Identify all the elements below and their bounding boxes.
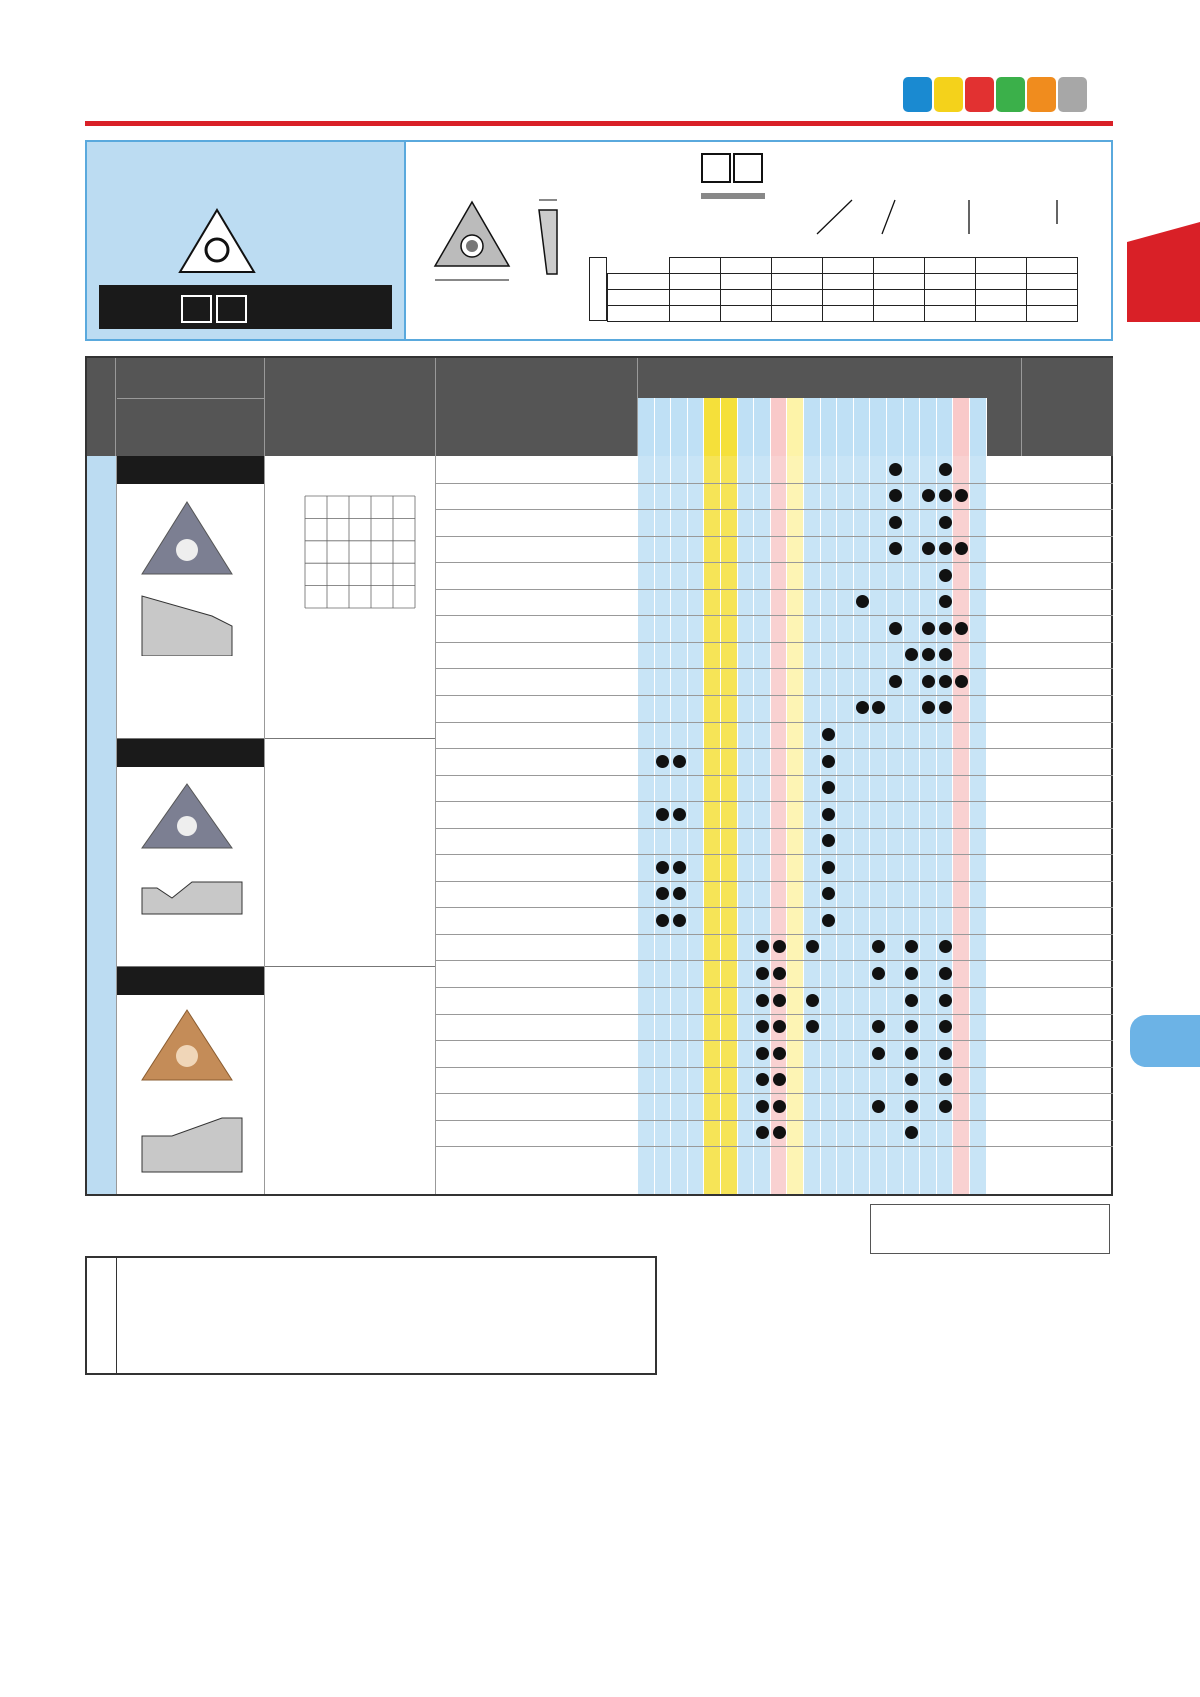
grade-col: [887, 456, 904, 1194]
model-name: [437, 535, 637, 563]
material-h-badge: [1058, 77, 1087, 112]
stock-legend: [870, 1204, 1110, 1254]
stock-dot: [889, 463, 902, 476]
model-name: [437, 1039, 637, 1067]
dim-col-head: [874, 258, 925, 274]
grade-col: [870, 456, 887, 1194]
model-name: [437, 827, 637, 855]
dim-cell: [1027, 290, 1078, 306]
stock-dot: [939, 1020, 952, 1033]
model-name: [437, 721, 637, 749]
model-name: [437, 986, 637, 1014]
dim-col-head: [976, 258, 1027, 274]
model-name: [437, 561, 637, 589]
insert-image-psf: [132, 778, 272, 918]
model-name: [437, 667, 637, 695]
stock-dot: [773, 1073, 786, 1086]
fap-chart-01: [265, 476, 435, 636]
mount-label: [87, 1258, 117, 1373]
stock-dot: [889, 622, 902, 635]
grade-col: [721, 456, 738, 1194]
dim-col-head: [925, 258, 976, 274]
grade-col: [704, 456, 721, 1194]
shape-code: [99, 285, 392, 329]
model-name: [437, 455, 637, 483]
grade-col: [638, 456, 655, 1194]
stock-dot: [856, 701, 869, 714]
fap-chart-psf: [265, 750, 435, 910]
stock-dot: [756, 967, 769, 980]
grade-head-ah725: [821, 398, 838, 456]
stock-dot: [756, 1047, 769, 1060]
model-name: [437, 482, 637, 510]
grade-head-ns520: [920, 398, 937, 456]
stock-dot: [905, 994, 918, 1007]
stock-dot: [939, 648, 952, 661]
stock-dot: [955, 622, 968, 635]
stock-dot: [889, 542, 902, 555]
model-name: [437, 1013, 637, 1041]
dim-cell: [874, 306, 925, 322]
grade-col: [970, 456, 987, 1194]
stock-dot: [939, 1073, 952, 1086]
dim-cell: [925, 290, 976, 306]
grade-head-t6130: [721, 398, 738, 456]
stock-dot: [889, 489, 902, 502]
model-name: [437, 853, 637, 881]
stock-dot: [939, 569, 952, 582]
dim-cell: [874, 274, 925, 290]
stock-dot: [939, 489, 952, 502]
stock-dot: [889, 675, 902, 688]
model-name: [437, 1066, 637, 1094]
grade-col: [738, 456, 755, 1194]
dim-cell: [976, 306, 1027, 322]
stock-dot: [656, 808, 669, 821]
model-name: [437, 614, 637, 642]
stock-dot: [939, 622, 952, 635]
model-name: [437, 774, 637, 802]
model-name: [437, 588, 637, 616]
insert-diagram: [417, 170, 587, 300]
dim-row-key: [608, 290, 670, 306]
grade-col: [920, 456, 937, 1194]
stock-dot: [872, 1100, 885, 1113]
model-name: [437, 1092, 637, 1120]
grade-head-gh110: [771, 398, 788, 456]
stock-dot: [939, 940, 952, 953]
material-m-badge: [934, 77, 963, 112]
grade-head-ns730: [904, 398, 921, 456]
grade-table: [85, 356, 1113, 1196]
grade-head-t9135: [688, 398, 705, 456]
stock-dot: [806, 994, 819, 1007]
dim-col-head: [823, 258, 874, 274]
use-precision: [87, 456, 116, 738]
stock-dot: [756, 1020, 769, 1033]
insert-header: [85, 140, 1113, 341]
stock-dot: [939, 463, 952, 476]
dim-row-key: [608, 306, 670, 322]
grade-col: [821, 456, 838, 1194]
grade-head-gh330: [787, 398, 804, 456]
stock-dot: [673, 914, 686, 927]
model-code: [665, 146, 765, 191]
grade-head-ux30: [970, 398, 987, 456]
stock-dot: [806, 1020, 819, 1033]
grade-head-t6030: [754, 398, 771, 456]
dim-col-head: [670, 258, 721, 274]
section-pf: [117, 967, 264, 995]
model-name: [437, 641, 637, 669]
dim-cell: [823, 306, 874, 322]
grade-head-th10: [953, 398, 970, 456]
dim-cell: [1027, 274, 1078, 290]
stock-dot: [756, 994, 769, 1007]
model-name: [437, 906, 637, 934]
stock-dot: [889, 516, 902, 529]
dim-col-head: [772, 258, 823, 274]
dim-cell: [874, 290, 925, 306]
stock-dot: [939, 516, 952, 529]
dim-cell: [721, 306, 772, 322]
grade-head-t9105: [638, 398, 655, 456]
stock-dot: [673, 808, 686, 821]
stock-dot: [922, 622, 935, 635]
model-name: [437, 933, 637, 961]
model-name: [437, 959, 637, 987]
stock-dot: [773, 994, 786, 1007]
dim-cell: [772, 274, 823, 290]
stock-dot: [939, 967, 952, 980]
code-labels: [677, 232, 683, 252]
stock-dot: [773, 967, 786, 980]
grade-head-t9115: [655, 398, 672, 456]
dim-col-head: [721, 258, 772, 274]
material-p-badge: [903, 77, 932, 112]
material-k-badge: [965, 77, 994, 112]
stock-dot: [922, 489, 935, 502]
stock-dot: [872, 1047, 885, 1060]
stock-dot: [656, 755, 669, 768]
stock-dot: [939, 595, 952, 608]
dim-cell: [721, 274, 772, 290]
grade-col: [804, 456, 821, 1194]
dim-col-head: [1027, 258, 1078, 274]
model-name: [437, 508, 637, 536]
dim-cell: [670, 290, 721, 306]
dim-cell: [925, 306, 976, 322]
stock-dot: [939, 675, 952, 688]
hdr-use: [87, 358, 116, 456]
stock-dot: [905, 1047, 918, 1060]
tab-special[interactable]: [1130, 1015, 1200, 1067]
grade-col: [671, 456, 688, 1194]
grade-col: [688, 456, 705, 1194]
stock-dot: [939, 994, 952, 1007]
model-part-breaker: [701, 146, 765, 191]
grade-head-gt530: [887, 398, 904, 456]
dim-cell: [772, 290, 823, 306]
stock-dot: [822, 808, 835, 821]
dim-cell: [721, 290, 772, 306]
model-name: [437, 1119, 637, 1147]
model-name: [437, 694, 637, 722]
stock-dot: [939, 701, 952, 714]
stock-dot: [773, 940, 786, 953]
stock-dot: [939, 1047, 952, 1060]
use-finish: [87, 738, 116, 1194]
shape-panel: [87, 142, 406, 339]
grade-head-t9125: [671, 398, 688, 456]
grade-head-t6020: [738, 398, 755, 456]
dim-cell: [670, 274, 721, 290]
mount-spec: [85, 1256, 657, 1375]
stock-dot: [773, 1100, 786, 1113]
grade-head-ns530: [937, 398, 954, 456]
section-psf: [117, 739, 264, 767]
grade-head-gt720: [854, 398, 871, 456]
dim-cell: [976, 290, 1027, 306]
grade-col: [655, 456, 672, 1194]
dimension-table: [607, 257, 1078, 322]
stock-dot: [773, 1047, 786, 1060]
dim-row-key: [608, 274, 670, 290]
code-pointer-lines: [687, 194, 1107, 244]
stock-dot: [939, 542, 952, 555]
stock-dot: [955, 675, 968, 688]
stock-dot: [756, 1100, 769, 1113]
dim-cell: [976, 274, 1027, 290]
dim-unit: [589, 257, 607, 321]
dim-cell: [1027, 306, 1078, 322]
section-01: [117, 456, 264, 484]
stock-dot: [773, 1126, 786, 1139]
stock-dot: [673, 861, 686, 874]
grade-head-gh730: [804, 398, 821, 456]
triangle-hole-icon: [177, 206, 257, 276]
model-name: [437, 747, 637, 775]
grade-col: [953, 456, 970, 1194]
stock-dot: [856, 595, 869, 608]
stock-dot: [773, 1020, 786, 1033]
stock-dot: [673, 755, 686, 768]
model-name: [437, 880, 637, 908]
insert-image-pf: [132, 1006, 252, 1176]
dim-cell: [670, 306, 721, 322]
grade-head-sh730: [837, 398, 854, 456]
material-legend: [903, 77, 1087, 112]
grade-head-t6120: [704, 398, 721, 456]
material-n-badge: [996, 77, 1025, 112]
grade-head-gt730: [870, 398, 887, 456]
material-s-badge: [1027, 77, 1056, 112]
stock-dot: [922, 675, 935, 688]
dim-cell: [772, 306, 823, 322]
stock-dot: [822, 755, 835, 768]
grade-col: [854, 456, 871, 1194]
header-rule: [85, 121, 1113, 126]
dim-cell: [823, 274, 874, 290]
fap-chart-pf: [265, 980, 435, 1140]
chapter-tab: [1127, 222, 1200, 322]
dim-cell: [925, 274, 976, 290]
model-name: [437, 800, 637, 828]
grade-col: [787, 456, 804, 1194]
dim-cell: [823, 290, 874, 306]
insert-image-01: [132, 496, 242, 656]
grade-col: [837, 456, 854, 1194]
stock-dot: [939, 1100, 952, 1113]
